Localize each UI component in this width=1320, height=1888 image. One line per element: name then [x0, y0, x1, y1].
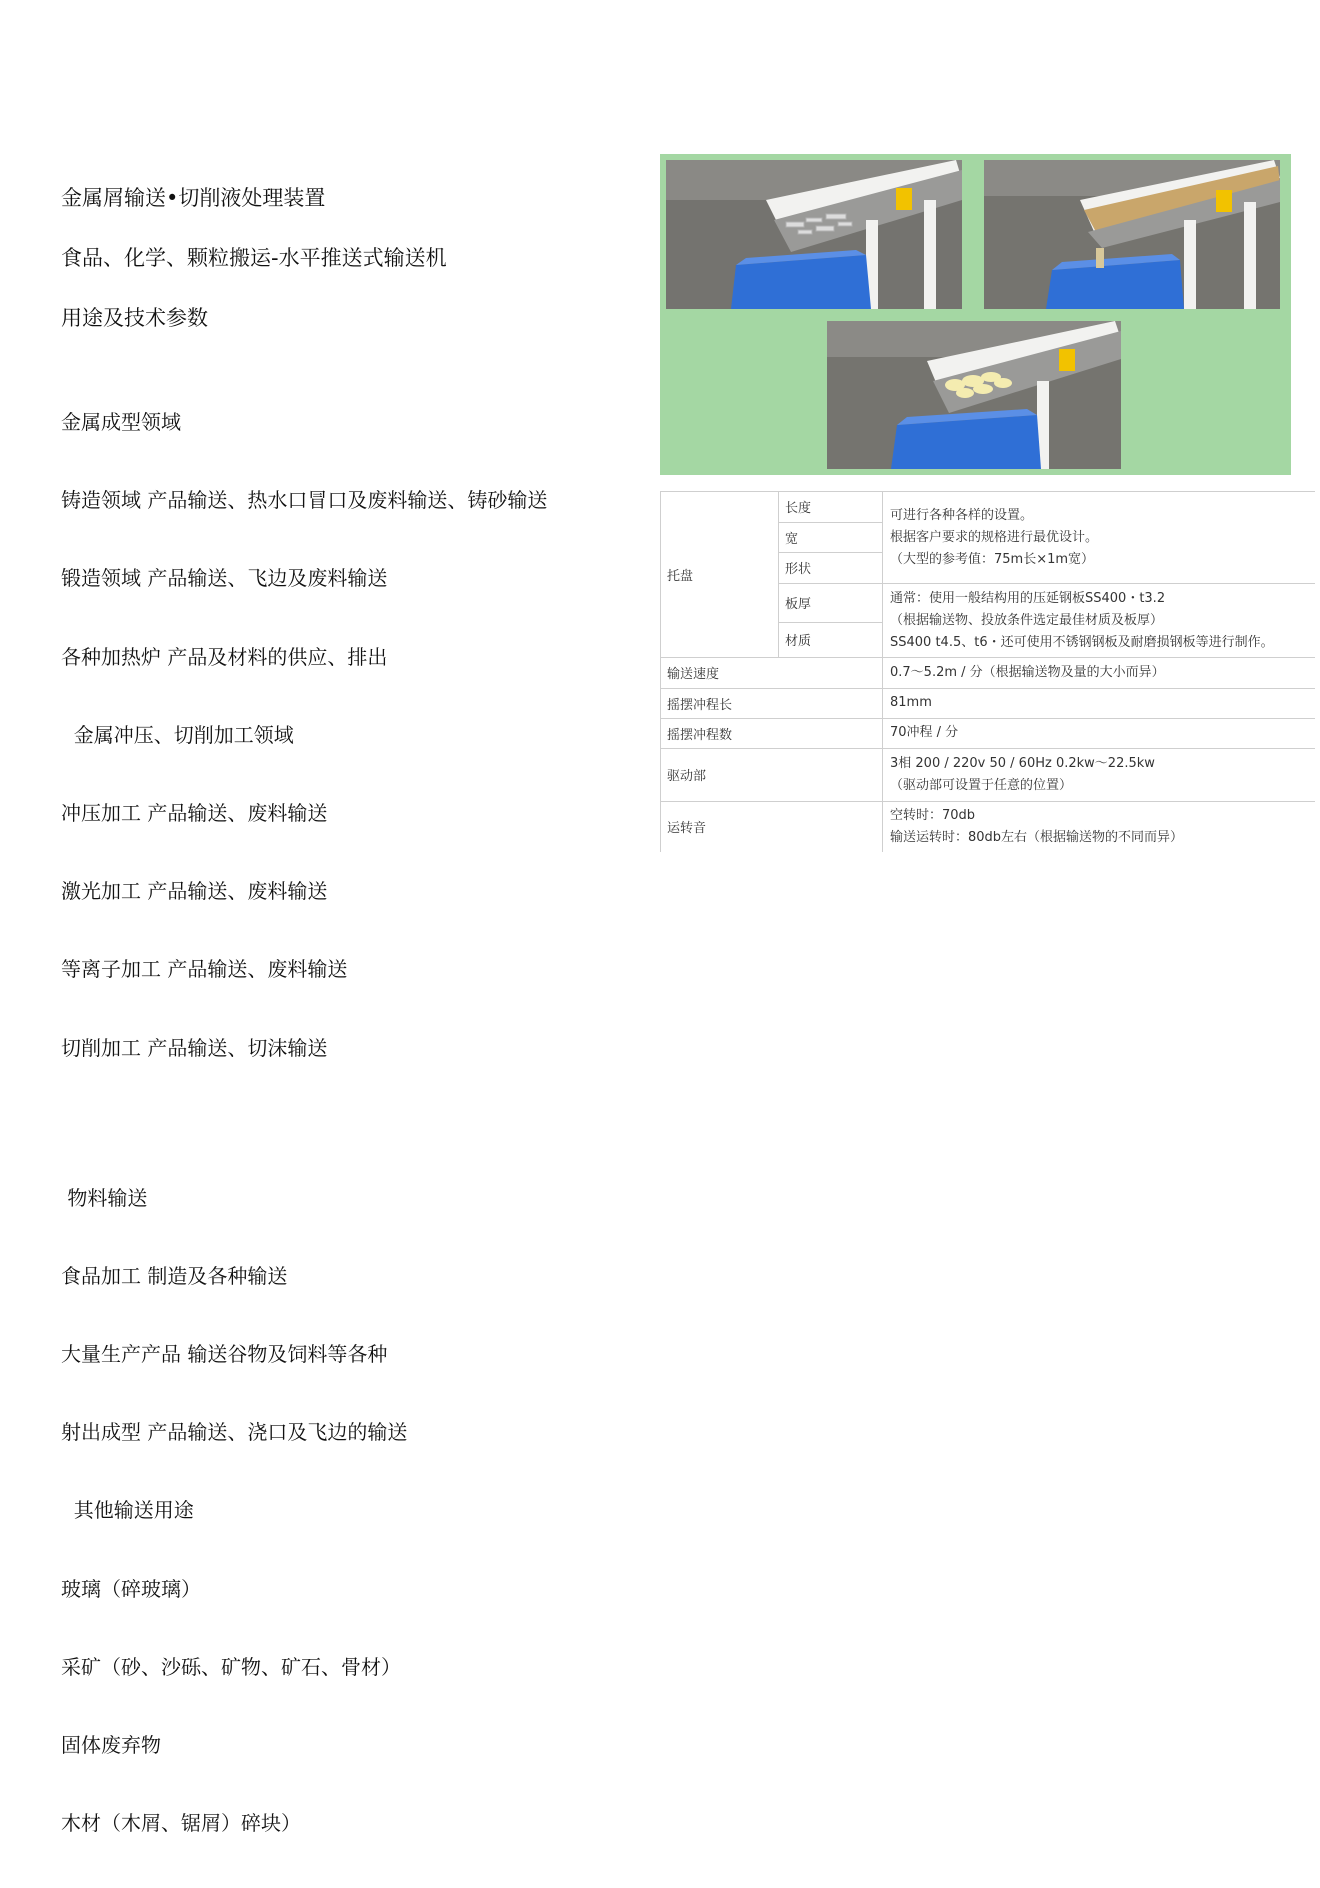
usage-line: 各种加热炉 产品及材料的供应、排出 [61, 644, 388, 669]
usage-line: 激光加工 产品输送、废料输送 [61, 879, 328, 904]
stroke-count-value: 70冲程 / 分 [890, 725, 959, 740]
noise-value: 空转时：70db 输送运转时：80db左右（根据输送物的不同而异） [890, 808, 1184, 845]
usage-line: 金属冲压、切削加工领域 [61, 722, 294, 747]
usage-line: 其他输送用途 [61, 1498, 194, 1523]
usage-list [61, 357, 547, 1888]
heading-chip-conveyor: 金属屑输送•切削液处理装置 [61, 186, 326, 210]
conveyor-photo-grain [984, 160, 1280, 309]
usage-line: 冲压加工 产品输送、废料输送 [61, 800, 328, 825]
drive-value: 3相 200 / 220v 50 / 60Hz 0.2kw～22.5kw （驱动部可设置于任意的位置） [890, 756, 1155, 793]
spec-table [660, 491, 1315, 852]
usage-line: 食品加工 制造及各种输送 [61, 1263, 288, 1288]
stroke-length-value: 81mm [890, 695, 932, 710]
material-label: 材质 [785, 634, 812, 649]
speed-label: 输送速度 [667, 667, 720, 682]
stroke-count-label: 摇摆冲程数 [667, 727, 733, 743]
usage-line: 物料输送 [61, 1185, 148, 1210]
conveyor-photo-metal-chips [666, 160, 962, 309]
conveyor-photo-panel [660, 154, 1291, 475]
size-value: 可进行各种各样的设置。 根据客户要求的规格进行最优设计。 （大型的参考值：75m长×1m宽） [890, 508, 1099, 567]
table-divider-value [882, 491, 883, 852]
conveyor-photo-food [827, 321, 1121, 469]
length-label: 长度 [785, 501, 812, 516]
usage-line: 玻璃（碎玻璃） [61, 1576, 201, 1601]
heading-usage-parameters: 用途及技术参数 [61, 306, 208, 330]
speed-value: 0.7～5.2m / 分（根据输送物及量的大小而异） [890, 665, 1165, 680]
plate-value: 通常：使用一般结构用的压延钢板SS400・t3.2 （根据输送物、投放条件选定最佳材质及板厚） SS400 t4.5、t6・还可使用不锈钢钢板及耐磨损钢板等进行制作。 [890, 591, 1274, 650]
usage-line: 大量生产产品 输送谷物及饲料等各种 [61, 1342, 388, 1367]
tray-label: 托盘 [667, 568, 694, 584]
thickness-label: 板厚 [785, 597, 812, 612]
usage-line: 切削加工 产品输送、切沫输送 [61, 1035, 328, 1060]
heading-horizontal-conveyor: 食品、化学、颗粒搬运-水平推送式输送机 [61, 246, 447, 270]
usage-line: 采矿（砂、沙砾、矿物、矿石、骨材） [61, 1654, 401, 1679]
shape-label: 形状 [785, 562, 812, 577]
stroke-length-label: 摇摆冲程长 [667, 697, 733, 713]
drive-label: 驱动部 [667, 769, 707, 784]
usage-line: 射出成型 产品输送、浇口及飞边的输送 [61, 1420, 408, 1445]
usage-spacer [61, 1113, 547, 1133]
usage-line: 锻造领域 产品输送、飞边及废料输送 [61, 566, 388, 591]
usage-line: 等离子加工 产品输送、废料输送 [61, 957, 348, 982]
noise-label: 运转音 [667, 821, 707, 836]
usage-line: 铸造领域 产品输送、热水口冒口及废料输送、铸砂输送 [61, 488, 548, 513]
left-text-block [61, 181, 641, 1836]
width-label: 宽 [785, 531, 799, 547]
usage-line: 固体废弃物 [61, 1733, 161, 1757]
usage-line: 金属成型领域 [61, 410, 181, 434]
usage-line: 木材（木屑、锯屑）碎块） [61, 1811, 301, 1836]
